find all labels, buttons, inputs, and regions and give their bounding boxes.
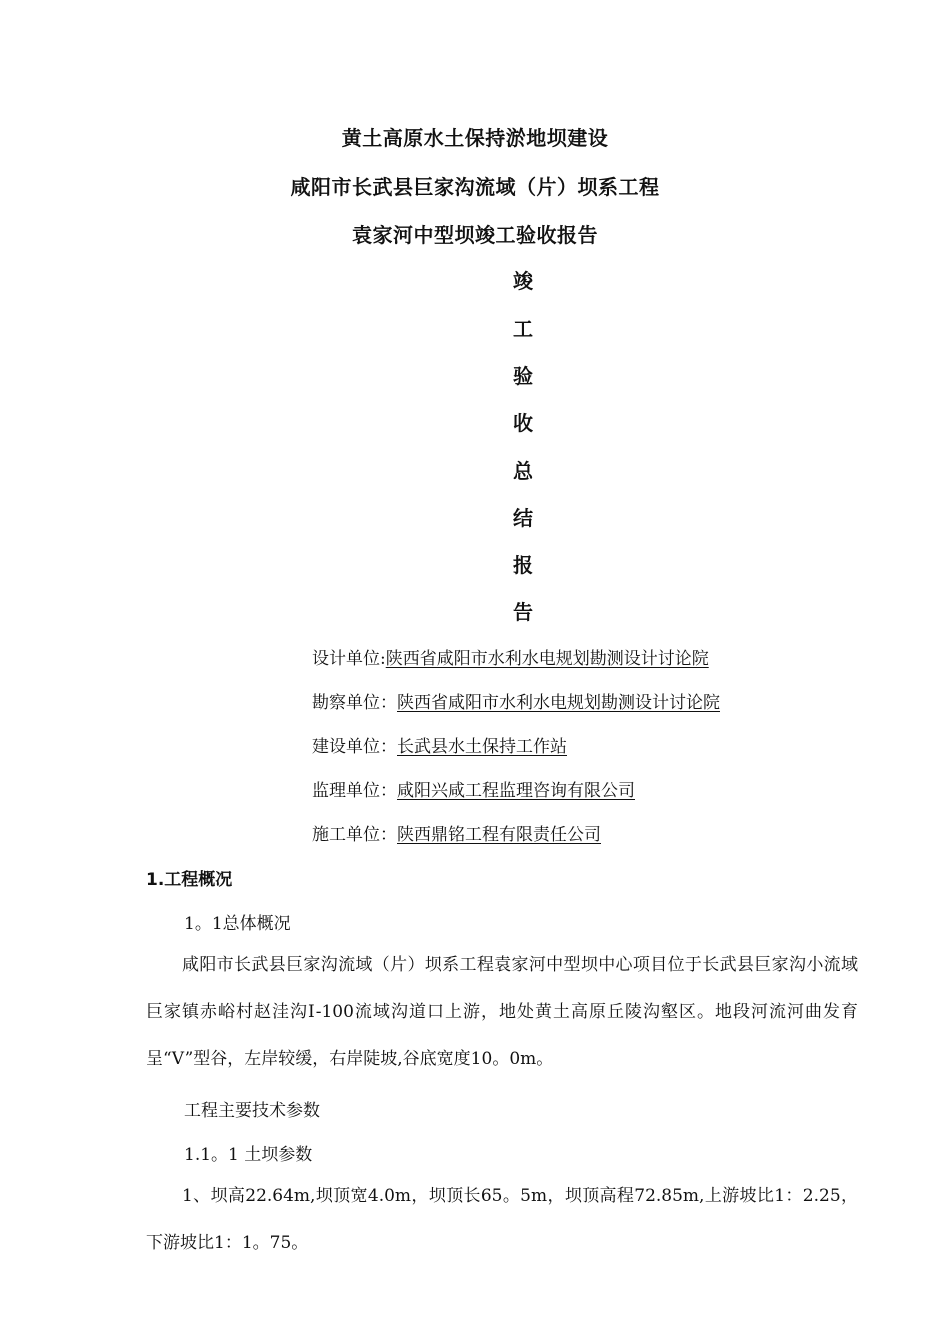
unit-label: 建设单位： — [312, 737, 397, 757]
title-line-1: 黄土高原水土保持淤地坝建设 — [341, 126, 609, 150]
dam-params-paragraph: 1、坝高22.64m,坝顶宽4.0m，坝顶长65。5m，坝顶高程72.85m,上游坡比1：2.25，下游坡比1：1。75。 — [146, 1186, 858, 1253]
unit-value: 陕西省咸阳市水利水电规划勘测设计讨论院 — [385, 649, 709, 669]
unit-value: 陕西省咸阳市水利水电规划勘测设计讨论院 — [397, 693, 720, 713]
unit-label: 设计单位: — [312, 649, 386, 669]
title-line-2: 咸阳市长武县巨家沟流域（片）坝系工程 — [290, 175, 660, 199]
overview-paragraph: 咸阳市长武县巨家沟流域（片）坝系工程袁家河中型坝中心项目位于长武县巨家沟小流域巨家镇赤峪村赵洼沟Ⅰ-100流域沟道口上游，地处黄土高原丘陵沟壑区。地段河流河曲发育呈“V”型谷，左岸较缓，右岸陡坡,谷底宽度10。0m。 — [146, 955, 858, 1069]
unit-label: 监理单位： — [312, 781, 397, 801]
vertical-title-char: 报 — [513, 553, 533, 577]
params-label: 工程主要技术参数 — [184, 1101, 320, 1121]
vertical-title-char: 竣 — [513, 269, 533, 293]
vertical-title-char: 工 — [513, 317, 533, 341]
unit-value: 咸阳兴咸工程监理咨询有限公司 — [397, 781, 635, 801]
supervision-unit — [312, 776, 635, 801]
vertical-title-char: 总 — [513, 459, 533, 483]
survey-unit — [312, 688, 720, 713]
vertical-title-char: 验 — [513, 364, 533, 388]
unit-value: 长武县水土保持工作站 — [397, 737, 567, 757]
vertical-title-char: 告 — [513, 600, 533, 624]
unit-label: 施工单位： — [312, 825, 397, 845]
unit-value: 陕西鼎铭工程有限责任公司 — [397, 825, 601, 845]
vertical-title-char: 结 — [513, 506, 533, 530]
design-unit — [312, 644, 709, 669]
title-line-3: 袁家河中型坝竣工验收报告 — [352, 223, 598, 247]
construction-owner-unit — [312, 732, 567, 757]
section-heading: 1.工程概况 — [146, 870, 233, 890]
subsection-title: 1.1。1 土坝参数 — [184, 1145, 313, 1165]
contractor-unit — [312, 820, 601, 845]
subsection-title: 1。1总体概况 — [184, 914, 291, 934]
vertical-title-char: 收 — [513, 411, 533, 435]
unit-label: 勘察单位： — [312, 693, 397, 713]
